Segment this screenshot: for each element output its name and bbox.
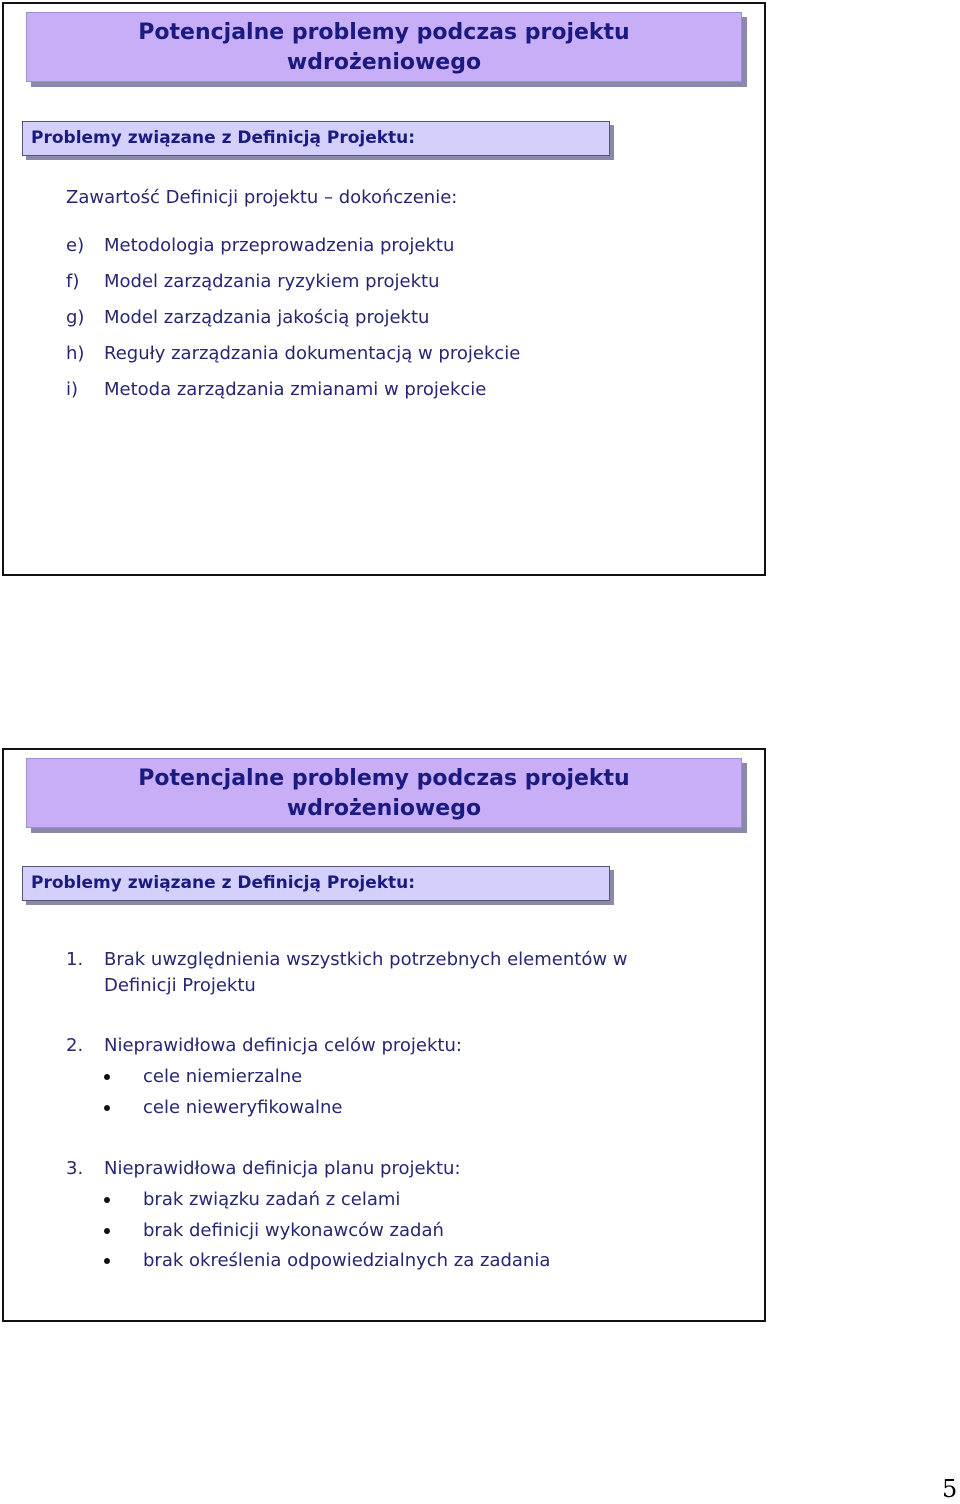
list-item-label: g) [66, 307, 85, 328]
list-item-label: f) [66, 271, 80, 292]
list-item-text: Reguły zarządzania dokumentacją w projekcie [104, 343, 521, 364]
list-item-text: Model zarządzania ryzykiem projektu [104, 271, 440, 292]
bullet-icon [104, 1228, 110, 1234]
numbered-item-text-line: Brak uwzględnienia wszystkich potrzebnych elementów w [104, 949, 628, 970]
slide-2-title-line-1: Potencjalne problemy podczas projektu [138, 766, 630, 791]
numbered-item-label: 1. [66, 949, 84, 970]
bullet-item-text: brak określenia odpowiedzialnych za zadania [143, 1250, 551, 1271]
numbered-item-text: Nieprawidłowa definicja planu projektu: [104, 1158, 461, 1179]
list-item-label: e) [66, 235, 85, 256]
page-number: 5 [942, 1475, 958, 1503]
numbered-item-label: 2. [66, 1035, 84, 1056]
list-item-text: Model zarządzania jakością projektu [104, 307, 430, 328]
slide-1-title-line-1: Potencjalne problemy podczas projektu [138, 20, 630, 45]
slide-1-title [26, 12, 742, 82]
list-item-text: Metoda zarządzania zmianami w projekcie [104, 379, 487, 400]
slide-1-title-line-2: wdrożeniowego [286, 50, 482, 75]
slide-1-intro: Zawartość Definicji projektu – dokończenie: [66, 187, 458, 208]
bullet-item-text: cele nieweryfikowalne [143, 1097, 343, 1118]
list-item-label: i) [66, 379, 79, 400]
bullet-icon [104, 1074, 110, 1080]
bullet-icon [104, 1197, 110, 1203]
slide-1-subtitle: Problemy związane z Definicją Projektu: [22, 121, 610, 156]
bullet-item-text: brak związku zadań z celami [143, 1189, 401, 1210]
slide-2-title [26, 758, 742, 828]
list-item-label: h) [66, 343, 85, 364]
bullet-icon [104, 1258, 110, 1264]
slide-2-subtitle: Problemy związane z Definicją Projektu: [22, 866, 610, 901]
numbered-item-text-line: Definicji Projektu [104, 975, 256, 996]
bullet-icon [104, 1105, 110, 1111]
bullet-item-text: cele niemierzalne [143, 1066, 303, 1087]
list-item-text: Metodologia przeprowadzenia projektu [104, 235, 455, 256]
bullet-item-text: brak definicji wykonawców zadań [143, 1220, 444, 1241]
slide-2-title-line-2: wdrożeniowego [286, 796, 482, 821]
numbered-item-text: Nieprawidłowa definicja celów projektu: [104, 1035, 462, 1056]
numbered-item-label: 3. [66, 1158, 84, 1179]
